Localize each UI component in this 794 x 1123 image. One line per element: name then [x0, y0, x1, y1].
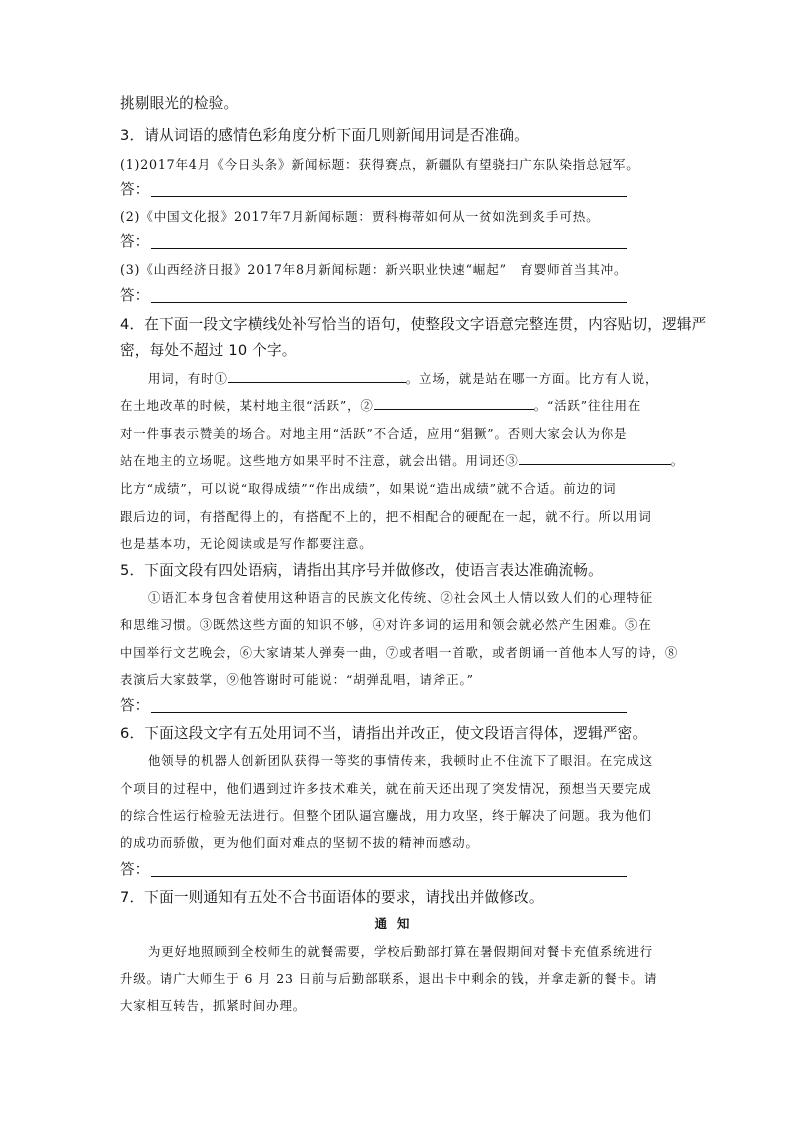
question-4-paragraph-line-6: 跟后边的词，有搭配得上的，有搭配不上的，把不相配合的硬配在一起，就不行。所以用词	[120, 509, 652, 524]
question-6-line-1: 他领导的机器人创新团队获得一等奖的事情传来，我顿时止不住流下了眼泪。在完成这	[148, 753, 654, 768]
answer-line[interactable]	[151, 302, 627, 303]
question-6-heading: 6．下面这段文字有五处用词不当，请指出并改正，使文段语言得体，逻辑严密。	[120, 725, 648, 742]
answer-label: 答：	[120, 697, 150, 714]
question-4-paragraph-line-5: 比方“成绩”，可以说“取得成绩”“作出成绩”，如果说“造出成绩”就不合适。前边的词	[120, 481, 617, 496]
text-segment: 站在地主的立场呢。这些地方如果平时不注意，就会出错。用词还③	[120, 453, 519, 468]
text-segment: 。“活跃”往往用在	[533, 398, 642, 413]
notice-title: 通知	[374, 916, 420, 931]
question-4-heading-line-2: 密，每处不超过 10 个字。	[120, 342, 297, 359]
question-5-heading: 5．下面文段有四处语病，请指出其序号并做修改，使语言表达准确流畅。	[120, 562, 603, 579]
question-5-answer	[120, 694, 627, 715]
text-segment: 。立场，就是站在哪一方面。比方有人说，	[405, 371, 659, 386]
fill-blank-1[interactable]	[228, 370, 406, 383]
notice-line-3: 大家相互转告，抓紧时间办理。	[120, 998, 307, 1013]
question-6-answer	[120, 858, 627, 879]
notice-line-2: 升级。请广大师生于 6 月 23 日前与后勤部联系，退出卡中剩余的钱，并拿走新的餐卡。请	[120, 971, 658, 986]
question-4-heading-line-1: 4．在下面一段文字横线处补写恰当的语句，使整段文字语意完整连贯，内容贴切，逻辑严	[120, 316, 707, 333]
question-6-line-4: 的成功而骄傲，更为他们面对难点的坚韧不拔的精神而感动。	[120, 835, 479, 850]
question-7-heading: 7．下面一则通知有五处不合书面语体的要求，请找出并做修改。	[120, 889, 544, 906]
answer-label: 答：	[120, 287, 150, 304]
text-segment: 。	[670, 453, 685, 468]
question-6-line-3: 的综合性运行检验无法进行。但整个团队逼宫鏖战，用力攻坚，终于解决了问题。我为他们	[120, 808, 652, 823]
answer-line[interactable]	[151, 196, 627, 197]
continued-text-line: 挑剔眼光的检验。	[120, 95, 239, 112]
answer-line[interactable]	[151, 248, 627, 249]
fill-blank-2[interactable]	[374, 397, 534, 410]
answer-label: 答：	[120, 861, 150, 878]
question-4-paragraph-line-1	[148, 369, 658, 387]
question-4-paragraph-line-2	[120, 396, 641, 414]
answer-label: 答：	[120, 181, 150, 198]
question-3-item-3: (3)《山西经济日报》2017年8月新闻标题：新兴职业快速“崛起” 育婴师首当其冲。	[120, 262, 628, 277]
question-5-line-4: 表演后大家鼓掌，⑨他答谢时可能说：“胡弹乱唱，请斧正。”	[120, 672, 474, 687]
question-4-paragraph-line-7: 也是基本功，无论阅读或是写作都要注意。	[120, 536, 373, 551]
text-segment: 在土地改革的时候，某村地主很“活跃”，②	[120, 398, 374, 413]
answer-line[interactable]	[151, 876, 627, 877]
question-5-line-1: ①语汇本身包含着使用这种语言的民族文化传统、②社会风土人情以致人们的心理特征	[148, 590, 654, 605]
question-3-item-2: (2)《中国文化报》2017年7月新闻标题：贾科梅蒂如何从一贫如洗到炙手可热。	[120, 209, 600, 224]
question-3-item-1: (1)2017年4月《今日头条》新闻标题：获得赛点，新疆队有望骁扫广东队染指总冠军。	[120, 157, 640, 172]
question-3-answer-2	[120, 230, 627, 251]
question-5-line-3: 中国举行文艺晚会，⑥大家请某人弹奏一曲，⑦或者唱一首歌，或者朗诵一首他本人写的诗，⑧	[120, 645, 679, 660]
question-4-paragraph-line-4	[120, 451, 684, 469]
question-3-answer-1	[120, 178, 627, 199]
notice-line-1: 为更好地照顾到全校师生的就餐需要，学校后勤部打算在暑假期间对餐卡充值系统进行	[148, 944, 654, 959]
fill-blank-3[interactable]	[519, 452, 671, 465]
answer-line[interactable]	[151, 712, 627, 713]
question-5-line-2: 和思维习惯。③既然这些方面的知识不够，④对许多词的运用和领会就必然产生困难。⑤在	[120, 617, 652, 632]
text-segment: 用词，有时①	[148, 371, 228, 386]
question-3-heading: 3．请从词语的感情色彩角度分析下面几则新闻用词是否准确。	[120, 127, 529, 144]
question-4-paragraph-line-3: 对一件事表示赞美的场合。对地主用“活跃”不合适，应用“猖獗”。否则大家会认为你是	[120, 426, 628, 441]
answer-label: 答：	[120, 233, 150, 250]
question-3-answer-3	[120, 284, 627, 305]
question-6-line-2: 个项目的过程中，他们遇到过许多技术难关，就在前天还出现了突发情况，预想当天要完成	[120, 781, 652, 796]
